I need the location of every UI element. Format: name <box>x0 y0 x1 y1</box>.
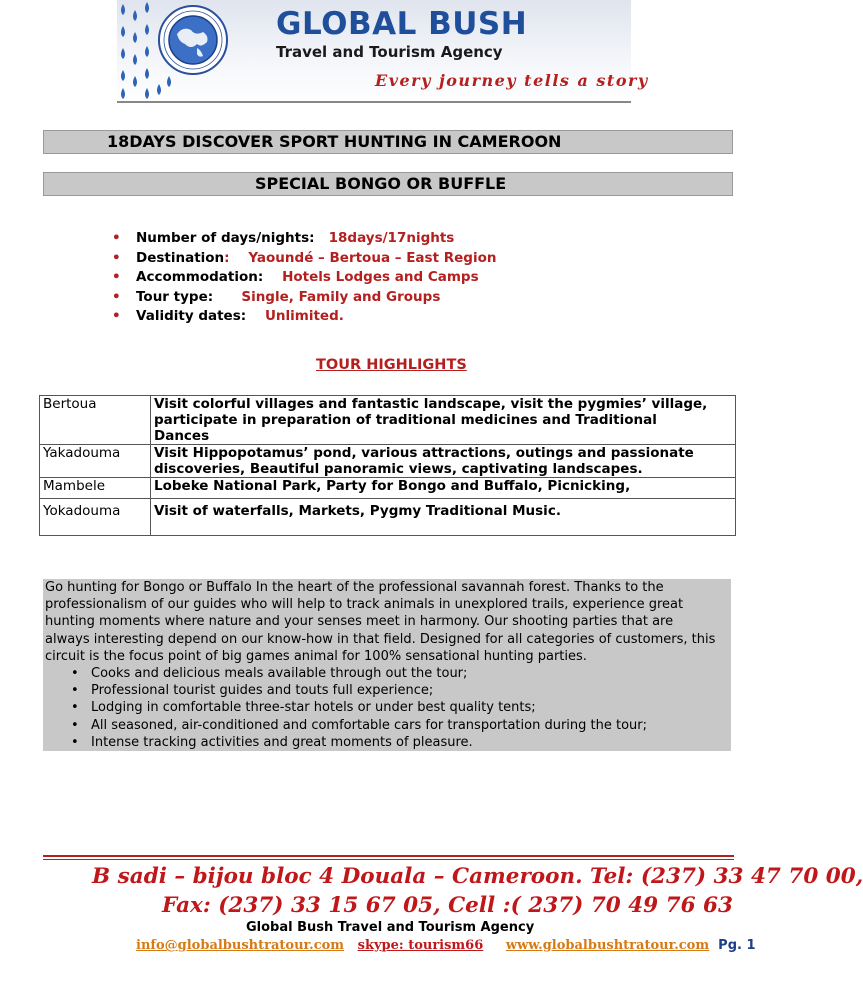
skype-link[interactable]: skype: tourism66 <box>357 938 484 953</box>
fact-validity: • Validity dates: Unlimited. <box>112 307 496 327</box>
bullet-icon: • <box>71 700 79 716</box>
list-item: • Professional tourist guides and touts full experience; <box>71 683 434 699</box>
letterhead <box>117 0 649 103</box>
globe-logo-icon <box>157 4 229 76</box>
bullet-icon: • <box>71 683 79 699</box>
list-item: • Cooks and delicious meals available through out the tour; <box>71 666 468 682</box>
row-place: Bertoua <box>40 396 151 445</box>
fact-destination: • Destination: Yaoundé – Bertoua – East Region <box>112 249 496 269</box>
subtitle-bar <box>43 172 733 196</box>
row-place: Yokadouma <box>40 499 151 536</box>
description-line: circuit is the focus point of big games animal for 100% sensational hunting parties. <box>45 648 587 664</box>
row-place: Mambele <box>40 478 151 499</box>
footer-links <box>136 938 756 953</box>
list-item: • Intense tracking activities and great moments of pleasure. <box>71 734 473 750</box>
table-row <box>40 445 736 478</box>
tour-description <box>43 579 731 751</box>
row-description: Visit Hippopotamus’ pond, various attractions, outings and passionate discoveries, Beautiful panoramic views, captivating landscapes. <box>151 445 736 478</box>
bullet-icon: • <box>112 288 121 305</box>
list-item: • Lodging in comfortable three-star hotels or under best quality tents; <box>71 700 536 716</box>
list-item: • All seasoned, air-conditioned and comfortable cars for transportation during the tour; <box>71 717 648 733</box>
footer-address: B sadi – bijou bloc 4 Douala – Cameroon. Tel: (237) 33 47 70 00, <box>92 864 863 889</box>
bullet-icon: • <box>112 249 121 266</box>
page-number: Pg. 1 <box>718 938 756 953</box>
bullet-icon: • <box>71 734 79 750</box>
fact-accommodation: • Accommodation: Hotels Lodges and Camps <box>112 268 496 288</box>
subtitle: SPECIAL BONGO OR BUFFLE <box>255 174 507 193</box>
email-link[interactable]: info@globalbushtratour.com <box>136 938 345 953</box>
footer-divider <box>43 855 734 857</box>
table-row <box>40 478 736 499</box>
bullet-icon: • <box>71 717 79 733</box>
footer-agency-name: Global Bush Travel and Tourism Agency <box>246 920 535 935</box>
tour-facts-list <box>112 229 496 327</box>
row-place: Yakadouma <box>40 445 151 478</box>
bullet-icon: • <box>112 308 121 324</box>
fact-days-nights: • Number of days/nights: 18days/17nights <box>112 229 496 249</box>
highlights-table <box>39 395 736 536</box>
bullet-icon: • <box>112 269 121 285</box>
header-divider <box>117 101 631 103</box>
footer-phone-fax: Fax: (237) 33 15 67 05, Cell :( 237) 70 49 76 63 <box>162 893 733 918</box>
bullet-icon: • <box>71 666 79 682</box>
bullet-icon: • <box>112 230 121 246</box>
fact-tour-type: • Tour type: Single, Family and Groups <box>112 288 496 308</box>
row-description: Visit colorful villages and fantastic landscape, visit the pygmies’ village, participate in preparation of traditional medicines and Traditional Dances <box>151 396 736 445</box>
row-description: Visit of waterfalls, Markets, Pygmy Traditional Music. <box>151 499 736 536</box>
description-line: hunting moments where nature and your senses meet in harmony. Our shooting parties that are <box>45 614 674 630</box>
features-list <box>45 665 729 751</box>
main-title: 18DAYS DISCOVER SPORT HUNTING IN CAMEROON <box>107 132 562 151</box>
brand-tagline: Every journey tells a story <box>375 71 649 90</box>
table-row <box>40 499 736 536</box>
footer-divider-thin <box>43 859 734 860</box>
description-line: professionalism of our guides who will help to track animals in unexplored trails, experience great <box>45 597 684 613</box>
brand-name: GLOBAL BUSH <box>276 6 528 42</box>
website-link[interactable]: www.globalbushtratour.com <box>505 938 710 953</box>
description-line: Go hunting for Bongo or Buffalo In the heart of the professional savannah forest. Thanks to the <box>45 580 664 595</box>
brand-subtitle: Travel and Tourism Agency <box>276 43 503 61</box>
row-description: Lobeke National Park, Party for Bongo and Buffalo, Picnicking, <box>151 478 736 499</box>
main-title-bar <box>43 130 733 154</box>
highlights-title: TOUR HIGHLIGHTS <box>316 357 467 373</box>
description-line: always interesting depend on our know-how in that field. Designed for all categories of customers, this <box>45 631 716 647</box>
table-row <box>40 396 736 445</box>
